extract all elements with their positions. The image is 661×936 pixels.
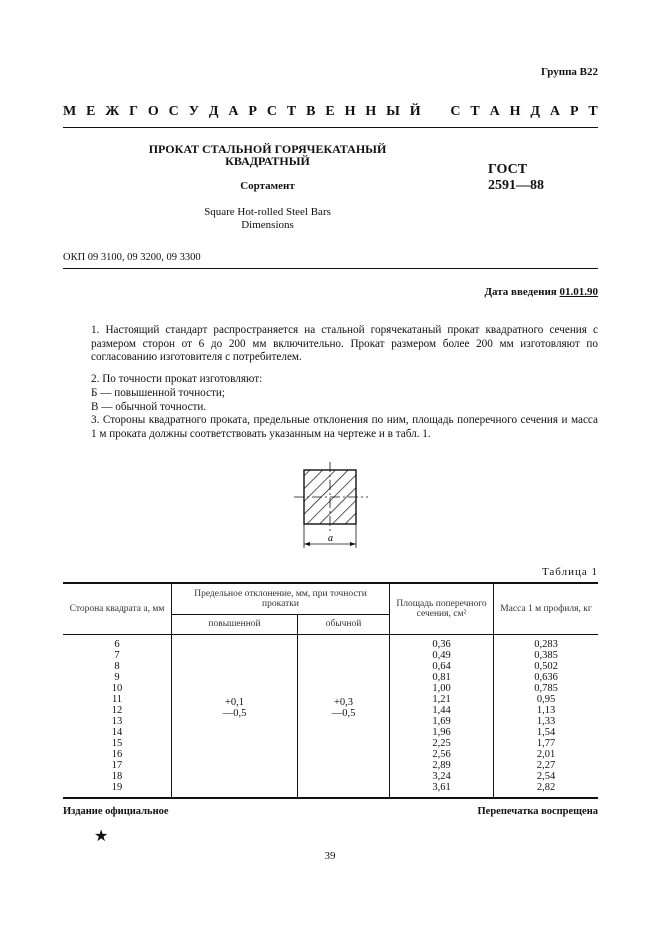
paragraph-2: 2. По точности прокат изготовляют:: [91, 373, 263, 385]
heading-letter: Р: [569, 104, 579, 119]
english-title: [130, 206, 405, 232]
column-masses: [494, 635, 599, 799]
official-edition-note: Издание официальное: [63, 806, 169, 817]
page-number: 39: [324, 850, 336, 862]
dimension-label: a: [328, 533, 333, 544]
intro-date-value: 01.01.90: [559, 286, 598, 298]
area-cell: 0,81: [432, 672, 451, 683]
heading-letter: Р: [248, 104, 257, 119]
area-cell: 1,44: [432, 705, 451, 716]
side-cell: 14: [111, 727, 123, 738]
heading-letter: С: [168, 104, 179, 119]
side-cell: 19: [111, 782, 123, 793]
area-cell: 2,89: [432, 760, 451, 771]
paragraph-1: 1. Настоящий стандарт распространяется на стальной горячекатаный прокат квадратного сечения с размером сторон от 6 до 200 мм включительно. Прокат размером более 200 мм изготовляют по согласованию изготовителя с потребителем.: [91, 324, 598, 363]
side-cell: 15: [111, 738, 123, 749]
area-cell: 1,21: [432, 694, 451, 705]
interstate-standard-heading: [63, 104, 598, 120]
mass-cell: 2,82: [536, 782, 556, 793]
side-cell: 13: [111, 716, 123, 727]
heading-letter: Т: [286, 104, 297, 119]
intro-date-label: Дата введения: [484, 286, 557, 298]
mass-cell: 0,785: [534, 683, 558, 694]
side-cell: 7: [114, 650, 120, 661]
mass-cell: 2,27: [536, 760, 556, 771]
heading-letter: М: [63, 104, 77, 119]
english-title-line-2: Dimensions: [241, 219, 294, 231]
heading-letter: А: [549, 104, 561, 119]
area-cell: 0,49: [432, 650, 451, 661]
column-sides: [63, 635, 172, 799]
heading-letter: С: [266, 104, 277, 119]
heading-letter: Д: [530, 104, 541, 119]
heading-letter: Е: [86, 104, 96, 119]
paragraph-5: 3. Стороны квадратного проката, предельные отклонения по ним, площадь поперечного сечения и масса 1 м проката должны соответствовать указанным на чертеже и в табл. 1.: [91, 414, 598, 440]
area-cell: 0,36: [432, 639, 451, 650]
mass-cell: 2,54: [536, 771, 556, 782]
heading-letter: В: [306, 104, 316, 119]
gost-number: [488, 162, 544, 194]
area-cell: 0,64: [432, 661, 451, 672]
side-cell: 8: [114, 661, 120, 672]
heading-letter: Е: [325, 104, 335, 119]
heading-letter: А: [489, 104, 500, 119]
mass-cell: 1,54: [536, 727, 556, 738]
table-caption: Таблица 1: [541, 566, 598, 578]
column-areas: [390, 635, 494, 799]
side-cell: 16: [111, 749, 123, 760]
mass-cell: 0,95: [536, 694, 556, 705]
heading-letter: У: [188, 104, 199, 119]
side-cell: 11: [111, 694, 123, 705]
square-section-drawing: [292, 462, 372, 554]
reprint-prohibited-note: Перепечатка воспрещена: [477, 806, 598, 817]
heading-letter: Й: [409, 104, 421, 119]
mass-cell: 1,13: [536, 705, 556, 716]
heading-letter: Ы: [386, 104, 400, 119]
okp-rule: [63, 268, 598, 269]
title-line-1: ПРОКАТ СТАЛЬНОЙ ГОРЯЧЕКАТАНЫЙ: [148, 142, 387, 156]
mass-cell: 2,01: [536, 749, 556, 760]
area-cell: 3,24: [432, 771, 451, 782]
heading-letter: О: [147, 104, 159, 119]
area-cell: 1,69: [432, 716, 451, 727]
area-cell: 1,96: [432, 727, 451, 738]
mass-cell: 1,33: [536, 716, 556, 727]
heading-letter: А: [228, 104, 239, 119]
heading-letter: Н: [365, 104, 377, 119]
tolerance-increased: +0,1 —0,5: [172, 635, 298, 799]
area-cell: 2,56: [432, 749, 451, 760]
mass-cell: 1,77: [536, 738, 556, 749]
header-tolerance: Предельное отклонение, мм, при точности прокатки: [172, 583, 390, 614]
document-title: [130, 143, 405, 167]
side-cell: 9: [114, 672, 120, 683]
area-cell: 3,61: [432, 782, 451, 793]
header-rule: [63, 127, 598, 128]
area-cell: 2,25: [432, 738, 451, 749]
mass-cell: 0,636: [534, 672, 558, 683]
heading-letter: Н: [509, 104, 521, 119]
area-cell: 1,00: [432, 683, 451, 694]
paragraph-3: Б — повышенной точности;: [91, 387, 225, 399]
side-cell: 12: [111, 705, 123, 716]
title-line-2: КВАДРАТНЫЙ: [225, 154, 310, 168]
mass-cell: 0,502: [534, 661, 558, 672]
side-cell: 17: [111, 760, 123, 771]
heading-letter: Ж: [105, 104, 120, 119]
heading-letter: Г: [129, 104, 138, 119]
mass-cell: 0,283: [534, 639, 558, 650]
heading-letter: Т: [470, 104, 480, 119]
star-icon: ★: [94, 828, 109, 845]
group-label: Группа В22: [540, 66, 598, 78]
header-area: Площадь поперечного сечения, см²: [390, 583, 494, 635]
paragraph-4: В — обычной точности.: [91, 401, 207, 413]
header-mass: Масса 1 м профиля, кг: [494, 583, 599, 635]
side-cell: 6: [114, 639, 120, 650]
heading-letter: Д: [208, 104, 219, 119]
tolerance-normal: +0,3 —0,5: [298, 635, 390, 799]
header-normal: обычной: [298, 614, 390, 634]
header-increased: повышенной: [172, 614, 298, 634]
mass-cell: 0,385: [534, 650, 558, 661]
heading-letter: С: [450, 104, 461, 119]
side-cell: 10: [111, 683, 123, 694]
intro-date: [380, 286, 598, 298]
okp-codes: ОКП 09 3100, 09 3200, 09 3300: [63, 252, 201, 263]
gost-code: 2591—88: [488, 178, 544, 193]
side-cell: 18: [111, 771, 123, 782]
document-subtitle: Сортамент: [240, 180, 295, 192]
assortment-table: [63, 582, 598, 799]
english-title-line-1: Square Hot-rolled Steel Bars: [204, 206, 331, 218]
gost-label: ГОСТ: [488, 162, 528, 177]
heading-letter: Н: [344, 104, 356, 119]
heading-letter: Т: [588, 104, 598, 119]
header-side: Сторона квадрата a, мм: [63, 583, 172, 635]
